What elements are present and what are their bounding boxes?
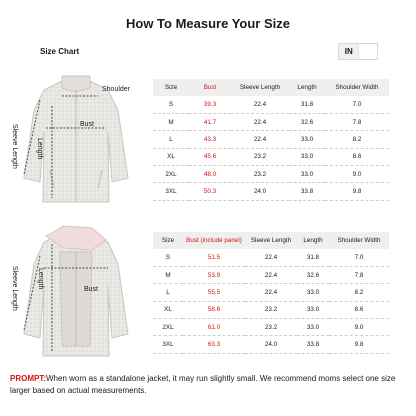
cell-shoulder: 7.0 [354,254,364,262]
prompt-text: When worn as a standalone jacket, it may run slightly small. We recommend moms select one size larger based on actual measurements. [10,374,396,395]
header-length: Length [289,79,325,96]
cell-bust: 53.9 [207,271,221,279]
size-table-standard [153,79,389,201]
cell-shoulder: 8.6 [352,153,362,161]
maternity-jacket-illustration [6,222,146,362]
table-row [153,318,389,335]
cell-size: 2XL [165,170,177,178]
cell-size: 2XL [162,323,174,331]
table-row [153,96,389,113]
table-row [153,336,389,353]
size-chart-label: Size Chart [40,47,80,56]
cell-size: M [168,118,174,126]
cell-sleeve: 23.2 [253,153,267,161]
cell-length: 33.0 [306,289,320,297]
cell-sleeve: 24.0 [253,187,267,195]
cell-size: M [165,271,171,279]
cell-shoulder: 9.0 [352,170,362,178]
table-row [153,165,389,182]
cell-sleeve: 22.4 [264,289,278,297]
cell-length: 33.0 [300,170,314,178]
cell-length: 31.8 [300,101,314,109]
cell-sleeve: 22.4 [264,271,278,279]
cell-size: S [168,101,174,109]
cell-shoulder: 8.6 [354,306,364,314]
cell-shoulder: 9.8 [354,340,364,348]
sleeve-length-label-2: Sleeve Length [11,266,18,311]
unit-cm-option[interactable] [358,44,377,59]
cell-sleeve: 22.4 [253,101,267,109]
cell-length: 33.8 [300,187,314,195]
cell-shoulder: 7.8 [354,271,364,279]
cell-size: XL [167,153,175,161]
cell-sleeve: 23.2 [253,170,267,178]
table-row [153,267,389,284]
table-row [153,301,389,318]
cell-bust: 48.0 [203,170,217,178]
unit-toggle[interactable] [338,43,378,60]
table-row [153,284,389,301]
cell-size: L [166,289,170,297]
size-table-maternity [153,232,389,354]
cell-shoulder: 7.0 [352,101,362,109]
header-sleeve-length: Sleeve Length [245,232,297,249]
length-label: Length [36,138,43,160]
cell-sleeve: 24.0 [264,340,278,348]
cell-length: 33.0 [300,136,314,144]
cell-shoulder: 7.8 [352,118,362,126]
header-shoulder-width: Shoulder Width [329,232,389,249]
table-row [153,131,389,148]
cell-bust: 41.7 [203,118,217,126]
cell-bust: 39.3 [203,101,217,109]
sleeve-length-label: Sleeve Length [11,124,18,169]
header-size: Size [153,79,189,96]
cell-bust: 63.3 [207,340,221,348]
cell-size: XL [164,306,172,314]
cell-sleeve: 22.4 [253,118,267,126]
cell-length: 33.0 [306,306,320,314]
cell-bust: 50.3 [203,187,217,195]
shoulder-label: Shoulder [102,86,131,93]
header-size: Size [153,232,183,249]
table-row [153,249,389,266]
page-title: How To Measure Your Size [126,16,290,31]
table-row [153,183,389,200]
cell-length: 31.8 [306,254,320,262]
cell-bust: 55.5 [207,289,221,297]
header-bust-panel: Bust (include panel) [183,232,245,249]
bust-label-2: Bust [84,286,99,293]
cell-sleeve: 22.4 [264,254,278,262]
cell-sleeve: 23.2 [264,323,278,331]
cell-bust: 43.3 [203,136,217,144]
cell-shoulder: 8.2 [352,136,362,144]
prompt-note [10,373,410,397]
header-bust: Bust [189,79,231,96]
cell-bust: 61.0 [207,323,221,331]
header-sleeve-length: Sleeve Length [231,79,289,96]
cell-shoulder: 9.8 [352,187,362,195]
cell-length: 33.0 [300,153,314,161]
header-length: Length [297,232,329,249]
unit-inch-option[interactable]: IN [339,44,358,59]
table-header-row [153,232,389,249]
cell-sleeve: 23.2 [264,306,278,314]
header-shoulder-width: Shoulder Width [325,79,389,96]
cell-bust: 51.5 [207,254,221,262]
cell-size: 3XL [165,187,177,195]
cell-length: 33.0 [306,323,320,331]
table-header-row [153,79,389,96]
cell-bust: 45.6 [203,153,217,161]
cell-length: 32.6 [306,271,320,279]
cell-size: L [169,136,173,144]
cell-sleeve: 22.4 [253,136,267,144]
cell-size: 3XL [162,340,174,348]
table-row [153,114,389,131]
cell-bust: 58.6 [207,306,221,314]
length-label-2: Length [37,268,44,290]
cell-length: 33.8 [306,340,320,348]
cell-shoulder: 9.0 [354,323,364,331]
bust-label: Bust [80,121,95,128]
cell-shoulder: 8.2 [354,289,364,297]
cell-length: 32.6 [300,118,314,126]
table-row [153,148,389,165]
prompt-key: PROMPT: [10,374,46,383]
maternity-jacket-icon [6,222,146,362]
cell-size: S [165,254,171,262]
